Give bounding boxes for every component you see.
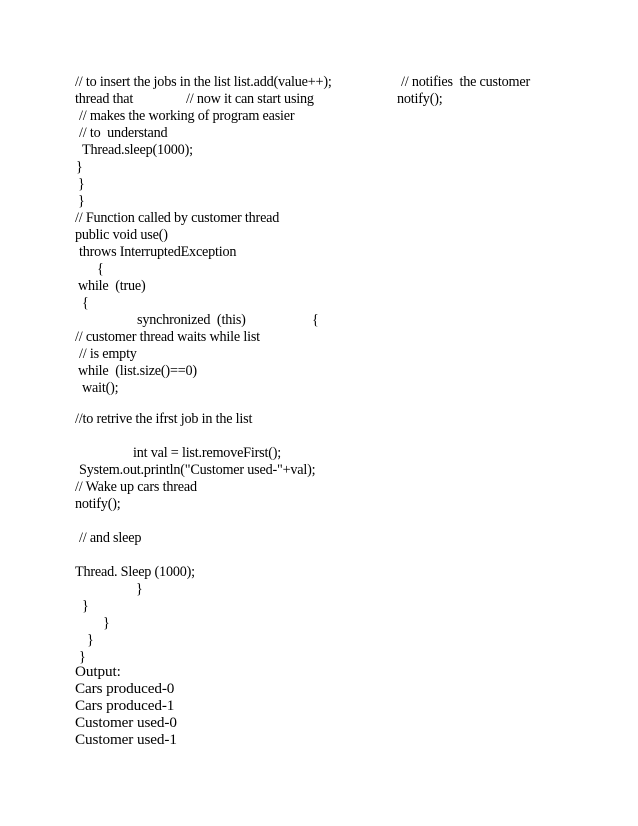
code-line-right: notify();	[397, 91, 443, 107]
code-line: // Function called by customer thread	[75, 210, 280, 226]
code-line: public void use()	[75, 227, 168, 243]
code-line: {	[97, 261, 104, 277]
output-line: Cars produced-0	[75, 680, 175, 697]
output-line: Customer used-0	[75, 714, 177, 731]
code-line: }	[78, 193, 85, 209]
code-line: // is empty	[79, 346, 137, 362]
code-line: // customer thread waits while list	[75, 329, 260, 345]
output-line: Cars produced-1	[75, 697, 175, 714]
code-line: {	[312, 312, 319, 328]
code-line: while (list.size()==0)	[78, 363, 197, 379]
code-line: }	[82, 598, 89, 614]
code-line: }	[78, 176, 85, 192]
code-line: int val = list.removeFirst();	[133, 445, 281, 461]
code-line: thread that	[75, 91, 134, 107]
code-line: }	[87, 632, 94, 648]
code-line: // to insert the jobs in the list list.add(value++);	[75, 74, 332, 90]
output-heading: Output:	[75, 663, 121, 680]
code-line: Thread.sleep(1000);	[82, 142, 193, 158]
code-line: {	[82, 295, 89, 311]
code-line: Thread. Sleep (1000);	[75, 564, 195, 580]
code-line: // and sleep	[79, 530, 142, 546]
code-line: while (true)	[78, 278, 146, 294]
code-line: System.out.println("Customer used-"+val);	[79, 462, 316, 478]
code-line: }	[79, 649, 86, 665]
code-line: notify();	[75, 496, 121, 512]
code-line: }	[103, 615, 110, 631]
code-line: }	[76, 159, 83, 175]
code-line: }	[136, 581, 143, 597]
code-line: // Wake up cars thread	[75, 479, 197, 495]
code-comment-right: // notifies the customer	[401, 74, 530, 90]
code-line: // now it can start using	[186, 91, 314, 107]
code-line: wait();	[82, 380, 119, 396]
output-line: Customer used-1	[75, 731, 177, 748]
code-line: //to retrive the ifrst job in the list	[75, 411, 253, 427]
code-line: // makes the working of program easier	[79, 108, 295, 124]
code-line: synchronized (this)	[137, 312, 246, 328]
code-line: // to understand	[79, 125, 168, 141]
code-line: throws InterruptedException	[79, 244, 237, 260]
